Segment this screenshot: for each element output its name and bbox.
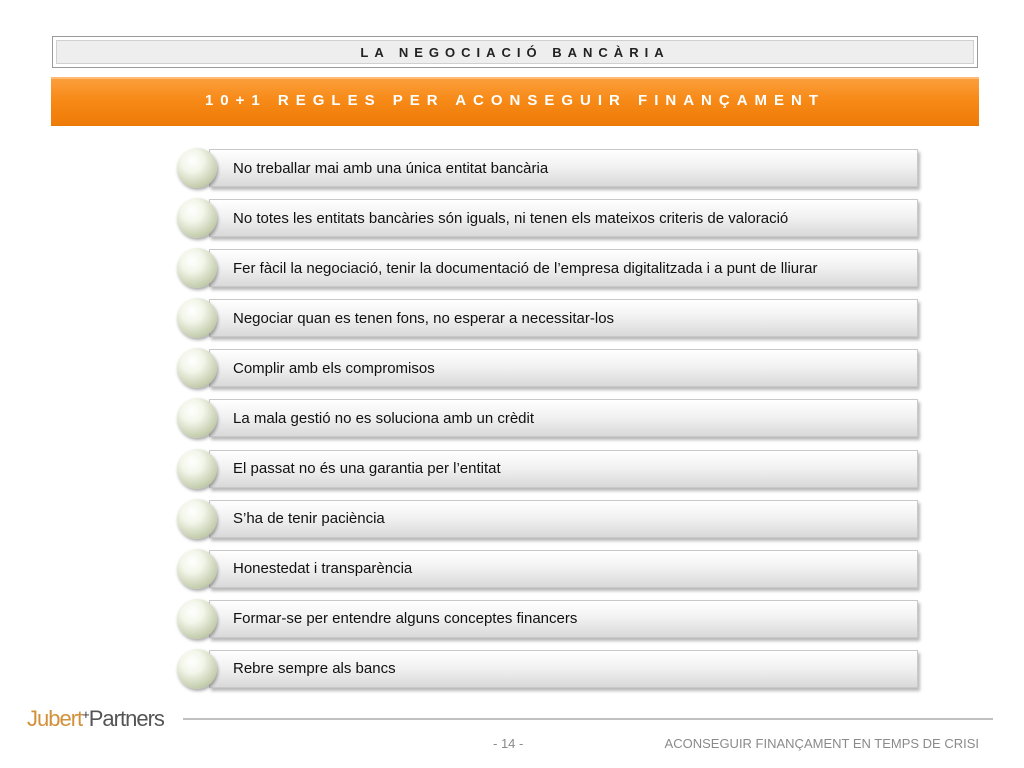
bullet-circle-icon [177, 499, 217, 539]
list-item [177, 649, 922, 689]
bullet-circle-icon [177, 449, 217, 489]
logo-text-jubert: Jubert [27, 706, 83, 731]
rule-text: S’ha de tenir paciència [209, 500, 918, 538]
rule-text: Fer fàcil la negociació, tenir la documentació de l’empresa digitalitzada i a punt de lliurar [209, 249, 918, 287]
logo-text-partners: Partners [88, 706, 164, 731]
list-item [177, 549, 922, 589]
rule-text: La mala gestió no es soluciona amb un crèdit [209, 399, 918, 437]
bullet-circle-icon [177, 649, 217, 689]
rule-text: No totes les entitats bancàries són iguals, ni tenen els mateixos criteris de valoració [209, 199, 918, 237]
logo-plus-sign: + [82, 707, 89, 722]
list-item [177, 499, 922, 539]
rules-list [177, 148, 922, 699]
company-logo [27, 708, 164, 730]
slide-title: LA NEGOCIACIÓ BANCÀRIA [52, 36, 978, 68]
list-item [177, 398, 922, 438]
page-number: - 14 - [493, 736, 524, 751]
bullet-circle-icon [177, 599, 217, 639]
footer-document-title: ACONSEGUIR FINANÇAMENT EN TEMPS DE CRISI [664, 736, 979, 751]
list-item [177, 449, 922, 489]
rule-text: Formar-se per entendre alguns conceptes financers [209, 600, 918, 638]
slide-subtitle-banner: 10+1 REGLES PER ACONSEGUIR FINANÇAMENT [51, 77, 979, 126]
list-item [177, 198, 922, 238]
bullet-circle-icon [177, 148, 217, 188]
rule-text: Negociar quan es tenen fons, no esperar a necessitar-los [209, 299, 918, 337]
rule-text: No treballar mai amb una única entitat bancària [209, 149, 918, 187]
rule-text: Honestedat i transparència [209, 550, 918, 588]
rule-text: El passat no és una garantia per l’entitat [209, 450, 918, 488]
list-item [177, 599, 922, 639]
rule-text: Rebre sempre als bancs [209, 650, 918, 688]
bullet-circle-icon [177, 248, 217, 288]
rule-text: Complir amb els compromisos [209, 349, 918, 387]
list-item [177, 148, 922, 188]
list-item [177, 298, 922, 338]
list-item [177, 348, 922, 388]
bullet-circle-icon [177, 198, 217, 238]
bullet-circle-icon [177, 549, 217, 589]
list-item [177, 248, 922, 288]
bullet-circle-icon [177, 298, 217, 338]
footer-divider [183, 718, 993, 720]
